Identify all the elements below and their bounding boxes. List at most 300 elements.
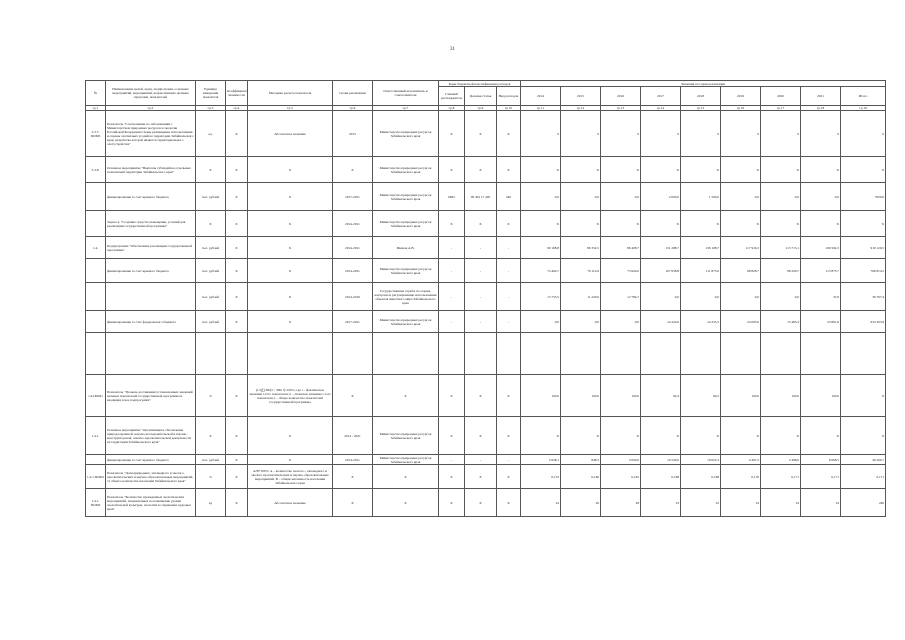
- row-value: 39 767,4: [841, 283, 886, 311]
- col-values: Значения по годам реализации: [521, 81, 886, 87]
- column-number: гр.19: [841, 106, 886, 111]
- table-row: [86, 283, 886, 311]
- row-unit: тыс. рублей: [196, 311, 226, 333]
- row-responsible: Министерство природных ресурсов Забайкальского края: [373, 259, 439, 283]
- table-row: [86, 375, 886, 417]
- row-coef: Х: [226, 375, 248, 417]
- row-value: 1 500,0: [681, 183, 721, 211]
- year-header: Итого: [841, 87, 886, 106]
- row-value: 0,0: [721, 283, 761, 311]
- row-term: 2014 - 2021: [333, 417, 373, 455]
- row-expense-type: -: [497, 283, 521, 311]
- row-method: Х: [248, 455, 333, 465]
- row-value: Х: [561, 211, 601, 237]
- row-value: 2 000,0: [641, 183, 681, 211]
- row-target-article: Х: [465, 417, 497, 455]
- row-name: Показатель "Количество проведенных экологических мероприятий, направленных на повышение уровня экологической культуры, экологии и сохранения здоровья края": [106, 489, 196, 517]
- row-value: 100,0: [801, 375, 841, 417]
- row-term: 2015: [333, 111, 373, 157]
- col-resp: Ответственный исполнитель и соисполнители: [373, 81, 439, 106]
- row-method: Х: [248, 183, 333, 211]
- column-number: гр.15: [681, 106, 721, 111]
- row-value: 2 498,0: [761, 455, 801, 465]
- row-value: Х: [841, 211, 886, 237]
- row-value: 766 814,5: [841, 259, 886, 283]
- row-value: Х: [801, 417, 841, 455]
- row-value: 0,0: [761, 183, 801, 211]
- row-unit: ед: [196, 489, 226, 517]
- row-main-manager: 0665: [439, 183, 465, 211]
- row-value: 100,0: [761, 375, 801, 417]
- row-responsible: Министерство природных ресурсов Забайкальского края: [373, 311, 439, 333]
- row-value: 0,165: [601, 465, 641, 489]
- year-header: 2021: [801, 87, 841, 106]
- row-value: 0: [681, 111, 721, 157]
- row-unit: тыс. рублей: [196, 237, 226, 259]
- row-coef: Х: [226, 283, 248, 311]
- row-target-article: 09 302 17 405: [465, 183, 497, 211]
- row-name: Основное мероприятие "Выплаты субсидий на отдельных полномочий территории Забайкальского края": [106, 157, 196, 183]
- row-name: Показатель "Уровень достижения установленных значений целевых показателей государственной программы и входящих в нее подпрограмм": [106, 375, 196, 417]
- row-value: Х: [801, 157, 841, 183]
- row-value: 34: [761, 489, 801, 517]
- col-codes: Коды бюджетной классификации расходов: [439, 81, 521, 87]
- row-responsible: Иванов А.В.: [373, 237, 439, 259]
- row-value: 0,153: [521, 465, 561, 489]
- column-number: гр.7: [373, 106, 439, 111]
- row-term: Х: [333, 157, 373, 183]
- row-value: 100,0: [721, 375, 761, 417]
- year-header: 2014: [521, 87, 561, 106]
- row-method: Х: [248, 157, 333, 183]
- row-value: 15 733,5: [521, 283, 561, 311]
- row-main-manager: -: [439, 237, 465, 259]
- row-value: [801, 333, 841, 375]
- row-term: Х: [333, 489, 373, 517]
- row-responsible: Х: [373, 489, 439, 517]
- row-main-manager: -: [439, 259, 465, 283]
- row-target-article: Х: [465, 465, 497, 489]
- row-value: 0,168: [681, 465, 721, 489]
- row-value: [641, 333, 681, 375]
- row-number: [86, 333, 106, 375]
- table-row: [86, 417, 886, 455]
- row-value: 0,0: [521, 311, 561, 333]
- row-value: 9 608,5: [801, 455, 841, 465]
- row-value: 7000,0: [841, 183, 886, 211]
- row-target-article: -: [465, 237, 497, 259]
- row-value: 0: [801, 111, 841, 157]
- row-term: 2014-2021: [333, 455, 373, 465]
- col-num: №: [86, 81, 106, 106]
- row-value: 33: [641, 489, 681, 517]
- row-expense-type: [497, 333, 521, 375]
- column-number: гр.8: [439, 106, 465, 111]
- row-main-manager: Х: [439, 375, 465, 417]
- row-unit: тыс. рублей: [196, 283, 226, 311]
- year-header: 2015: [561, 87, 601, 106]
- row-value: [721, 333, 761, 375]
- column-number: гр.12: [561, 106, 601, 111]
- row-value: 100,0: [521, 375, 561, 417]
- row-value: 79 114,9: [561, 259, 601, 283]
- row-value: 0,0: [601, 183, 641, 211]
- row-expense-type: -: [497, 311, 521, 333]
- row-value: Х: [761, 157, 801, 183]
- row-main-manager: -: [439, 311, 465, 333]
- col-term: Сроки реализации: [333, 81, 373, 106]
- row-unit: тыс. рублей: [196, 183, 226, 211]
- row-main-manager: Х: [439, 211, 465, 237]
- row-value: 23 891,6: [801, 311, 841, 333]
- row-responsible: Министерство природных ресурсов Забайкальского края: [373, 183, 439, 211]
- row-unit: %: [196, 465, 226, 489]
- row-value: [841, 333, 886, 375]
- row-target-article: -: [465, 283, 497, 311]
- row-value: 86 408,7: [601, 237, 641, 259]
- row-value: 5 000,0: [601, 455, 641, 465]
- row-main-manager: Х: [439, 417, 465, 455]
- row-coef: Х: [226, 489, 248, 517]
- row-value: Х: [761, 211, 801, 237]
- row-name: Показатель "Доля природных, заповедного и эколого-просветительских и научно-образовательных мероприятий, от общего количества населения Забайкальского края": [106, 465, 196, 489]
- col-method: Методика расчета показателя: [248, 81, 333, 106]
- row-value: 98 828,7: [721, 259, 761, 283]
- row-value: 34: [801, 489, 841, 517]
- row-value: 98 229,7: [761, 259, 801, 283]
- row-expense-type: -: [497, 237, 521, 259]
- row-unit: тыс. рублей: [196, 455, 226, 465]
- row-number: 3.3.7. ПОМ5: [86, 111, 106, 157]
- row-value: 113 715,1: [761, 237, 801, 259]
- row-name: Основное мероприятие "Организация и обеспечение природоохранной, научно-исследовательской и научно-конструкторской, опытно-просветительской деятельности на территории Забайкальского края": [106, 417, 196, 455]
- row-value: 0,168: [641, 465, 681, 489]
- row-value: 0: [841, 111, 886, 157]
- row-method: Х: [248, 211, 333, 237]
- row-value: 634 303,9: [841, 311, 886, 333]
- row-coef: Х: [226, 311, 248, 333]
- row-unit: Х: [196, 417, 226, 455]
- row-method: Абсолютное значение: [248, 489, 333, 517]
- table-row: [86, 183, 886, 211]
- row-value: 109 562,3: [801, 237, 841, 259]
- row-term: Х: [333, 465, 373, 489]
- row-target-article: -: [465, 311, 497, 333]
- row-coef: Х: [226, 211, 248, 237]
- row-value: Х: [521, 211, 561, 237]
- row-value: 19 540,0: [641, 455, 681, 465]
- row-expense-type: Х: [497, 417, 521, 455]
- row-value: 0: [521, 111, 561, 157]
- row-number: 1.4.1.: [86, 417, 106, 455]
- row-responsible: Министерство природных ресурсов Забайкальского края: [373, 455, 439, 465]
- row-main-manager: Х: [439, 465, 465, 489]
- row-value: 92,4: [641, 375, 681, 417]
- row-value: 0: [561, 111, 601, 157]
- row-name: [106, 283, 196, 311]
- row-value: Х: [601, 417, 641, 455]
- row-value: 107 658,8: [641, 259, 681, 283]
- row-value: 117 916,3: [721, 237, 761, 259]
- row-expense-type: 240: [497, 183, 521, 211]
- row-value: 0,0: [801, 183, 841, 211]
- row-responsible: Государственная служба по охране, контролю и регулированию использования объектов животного мира Забайкальского края: [373, 283, 439, 311]
- row-value: 28: [601, 489, 641, 517]
- row-method: Х: [248, 311, 333, 333]
- row-value: 0,0: [641, 283, 681, 311]
- row-number: 1.4.1.ПОМ1: [86, 465, 106, 489]
- row-name: финансирование за счет краевого бюджета: [106, 259, 196, 283]
- row-value: 4 497,3: [721, 455, 761, 465]
- row-main-manager: -: [439, 455, 465, 465]
- row-value: 0,0: [761, 283, 801, 311]
- row-value: [681, 333, 721, 375]
- row-value: 0,0: [681, 283, 721, 311]
- row-value: 24 093,6: [721, 311, 761, 333]
- row-value: Х: [601, 157, 641, 183]
- row-value: 0,170: [721, 465, 761, 489]
- row-value: 12 784,7: [601, 283, 641, 311]
- row-responsible: Министерство природных ресурсов Забайкальского края: [373, 417, 439, 455]
- row-value: Х: [601, 211, 641, 237]
- row-value: 15 485,4: [761, 311, 801, 333]
- column-number: гр.11: [521, 106, 561, 111]
- column-number: гр.1: [86, 106, 106, 111]
- row-value: Х: [681, 211, 721, 237]
- column-number: гр.17: [761, 106, 801, 111]
- row-expense-type: Х: [497, 465, 521, 489]
- row-expense-type: Х: [497, 375, 521, 417]
- row-main-manager: Х: [439, 489, 465, 517]
- table-row: [86, 259, 886, 283]
- row-name: Подпрограмма "Обеспечение реализации государственной программы": [106, 237, 196, 259]
- row-number: [86, 455, 106, 465]
- column-number: гр.4: [226, 106, 248, 111]
- row-value: 113 875,7: [801, 259, 841, 283]
- row-responsible: Министерство природных ресурсов Забайкальского края: [373, 157, 439, 183]
- row-expense-type: Х: [497, 489, 521, 517]
- row-method: Х: [248, 259, 333, 283]
- row-coef: Х: [226, 455, 248, 465]
- row-number: 3.3.8.: [86, 157, 106, 183]
- row-value: 0,160: [561, 465, 601, 489]
- row-coef: Х: [226, 237, 248, 259]
- row-value: 74 404,7: [521, 259, 561, 283]
- row-number: [86, 183, 106, 211]
- column-number: гр.14: [641, 106, 681, 111]
- row-value: 10 022,3: [681, 455, 721, 465]
- row-value: [761, 333, 801, 375]
- code-header: Вид расходов: [497, 87, 521, 106]
- col-coef: Коэффициент значимости: [226, 81, 248, 106]
- row-value: 34: [721, 489, 761, 517]
- col-name: Наименование целей, задач, подпрограмм, основных мероприятий, мероприятий, ведомственных целевых программ, показателей: [106, 81, 196, 106]
- row-value: Х: [641, 211, 681, 237]
- row-unit: тыс. рублей: [196, 259, 226, 283]
- row-name: Показатель "Соотношение по заболеваниям с Министерством природных ресурсов и экологии Российской Федерации Схемы размещения, использования и охраны охотничьих угодий на территории Забайкальского края, разработка которой является территориального охотустройства": [106, 111, 196, 157]
- row-number: [86, 283, 106, 311]
- row-coef: Х: [226, 465, 248, 489]
- column-number: гр.5: [248, 106, 333, 111]
- row-value: 0,0: [601, 311, 641, 333]
- year-header: 2016: [601, 87, 641, 106]
- row-main-manager: [439, 333, 465, 375]
- code-header: Целевая статья: [465, 87, 497, 106]
- row-responsible: Министерство природных ресурсов Забайкальского края: [373, 211, 439, 237]
- row-responsible: Х: [373, 465, 439, 489]
- row-value: 0: [761, 111, 801, 157]
- row-method: Х: [248, 237, 333, 259]
- row-value: 90,2: [681, 375, 721, 417]
- row-target-article: Х: [465, 157, 497, 183]
- column-number: гр.3: [196, 106, 226, 111]
- row-value: 0: [601, 111, 641, 157]
- row-number: 1.4.1. ПОМ2: [86, 489, 106, 517]
- row-value: 26: [561, 489, 601, 517]
- row-name: финансирование за счет федерального бюджета: [106, 311, 196, 333]
- row-value: 49 260,7: [841, 455, 886, 465]
- col-unit: Единица измерения показателя: [196, 81, 226, 106]
- row-value: 0,0: [561, 183, 601, 211]
- row-value: Х: [841, 417, 886, 455]
- row-value: Х: [841, 157, 886, 183]
- row-value: 919 129,5: [841, 237, 886, 259]
- row-method: [248, 333, 333, 375]
- row-term: 2014-2021: [333, 259, 373, 283]
- row-value: 24 224,9: [641, 311, 681, 333]
- row-unit: Х: [196, 211, 226, 237]
- row-value: 24 233,3: [681, 311, 721, 333]
- row-term: Х: [333, 375, 373, 417]
- row-value: 86 354,5: [561, 237, 601, 259]
- row-term: [333, 333, 373, 375]
- row-value: 0,171: [801, 465, 841, 489]
- table-row: [86, 465, 886, 489]
- row-expense-type: Х: [497, 211, 521, 237]
- row-method: Абсолютное значение: [248, 111, 333, 157]
- row-method: Х: [248, 283, 333, 311]
- row-target-article: Х: [465, 211, 497, 237]
- row-number: [86, 259, 106, 283]
- table-row: [86, 311, 886, 333]
- row-main-manager: Х: [439, 157, 465, 183]
- row-value: 136 108,7: [681, 237, 721, 259]
- row-expense-type: -: [497, 455, 521, 465]
- row-value: 37,6: [801, 283, 841, 311]
- row-value: 0,0: [561, 311, 601, 333]
- row-value: Х: [721, 157, 761, 183]
- row-number: [86, 211, 106, 237]
- table-row: [86, 111, 886, 157]
- row-value: Х: [801, 211, 841, 237]
- table-row: [86, 489, 886, 517]
- column-number: гр.9: [465, 106, 497, 111]
- row-term: 2014-2021: [333, 237, 373, 259]
- row-value: 111 875,9: [681, 259, 721, 283]
- row-coef: Х: [226, 111, 248, 157]
- row-coef: Х: [226, 183, 248, 211]
- row-responsible: Министерство природных ресурсов Забайкальского края: [373, 111, 439, 157]
- row-value: Х: [641, 417, 681, 455]
- row-value: Х: [681, 157, 721, 183]
- row-target-article: Х: [465, 111, 497, 157]
- row-value: Х: [561, 417, 601, 455]
- column-number: гр.2: [106, 106, 196, 111]
- code-header: Главный распорядитель: [439, 87, 465, 106]
- row-value: 2 628,1: [521, 455, 561, 465]
- row-value: 131 288,7: [641, 237, 681, 259]
- row-value: 848,3: [561, 455, 601, 465]
- row-target-article: Х: [465, 489, 497, 517]
- row-value: [601, 333, 641, 375]
- row-coef: Х: [226, 157, 248, 183]
- row-number: 1.4.ПОМ1: [86, 375, 106, 417]
- row-unit: Х: [196, 157, 226, 183]
- row-value: Х: [721, 417, 761, 455]
- row-method: A/B*100%, А – количество эколого-, заповедного и эколого-просветительских и научно-образовательных мероприятий, В – общая численность населения Забайкальского края: [248, 465, 333, 489]
- column-number: гр.6: [333, 106, 373, 111]
- row-value: Х: [561, 157, 601, 183]
- row-value: 0: [641, 111, 681, 157]
- year-header: 2020: [761, 87, 801, 106]
- row-term: 2017-2021: [333, 183, 373, 211]
- table-row: [86, 157, 886, 183]
- row-unit: [196, 333, 226, 375]
- row-value: 0,0: [521, 183, 561, 211]
- row-value: 32: [681, 489, 721, 517]
- row-unit: ед.: [196, 111, 226, 157]
- row-value: 0,171: [841, 465, 886, 489]
- row-value: Х: [521, 157, 561, 183]
- table-row: [86, 237, 886, 259]
- row-value: [521, 333, 561, 375]
- row-name: финансирование за счет краевого бюджета: [106, 455, 196, 465]
- row-value: 11 220,0: [561, 283, 601, 311]
- row-value: 100,0: [601, 375, 641, 417]
- row-coef: Х: [226, 259, 248, 283]
- row-value: [561, 333, 601, 375]
- row-value: Х: [641, 157, 681, 183]
- row-value: 0,171: [761, 465, 801, 489]
- row-value: 240: [841, 489, 886, 517]
- row-target-article: Х: [465, 375, 497, 417]
- column-number: гр.10: [497, 106, 521, 111]
- row-term: 2014-2021: [333, 211, 373, 237]
- row-expense-type: Х: [497, 111, 521, 157]
- row-target-article: -: [465, 259, 497, 283]
- row-main-manager: Х: [439, 111, 465, 157]
- row-responsible: Х: [373, 375, 439, 417]
- page-number: 31: [450, 47, 455, 52]
- row-target-article: [465, 333, 497, 375]
- row-term: 2017-2021: [333, 311, 373, 333]
- table-row: [86, 211, 886, 237]
- row-expense-type: -: [497, 259, 521, 283]
- row-value: 100,0: [561, 375, 601, 417]
- table-row: [86, 333, 886, 375]
- year-header: 2018: [681, 87, 721, 106]
- year-header: 2019: [721, 87, 761, 106]
- program-table: [85, 80, 886, 517]
- row-main-manager: -: [439, 283, 465, 311]
- row-value: Х: [841, 375, 886, 417]
- row-value: Х: [681, 417, 721, 455]
- row-name: финансирование за счет краевого бюджета: [106, 183, 196, 211]
- row-value: Х: [521, 417, 561, 455]
- column-number: гр.18: [801, 106, 841, 111]
- column-number: гр.13: [601, 106, 641, 111]
- row-name: Задача 4. "Создание средств оповещения, условий для реализации государственной программы": [106, 211, 196, 237]
